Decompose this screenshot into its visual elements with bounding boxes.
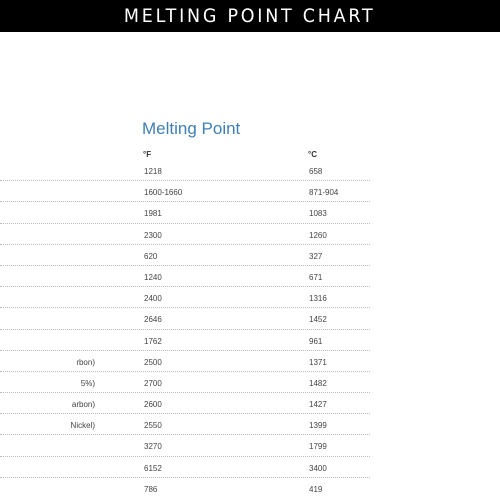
metal-cell: arbon) <box>71 400 95 410</box>
table-row <box>0 266 370 287</box>
column-header-fahrenheit: °F <box>143 150 152 159</box>
table-row <box>0 308 370 329</box>
fahrenheit-cell: 786 <box>144 484 158 494</box>
metal-cell: Nickel) <box>70 421 95 431</box>
fahrenheit-cell: 2300 <box>144 230 162 240</box>
fahrenheit-cell: 1218 <box>144 167 162 176</box>
fahrenheit-cell: 1762 <box>144 336 162 346</box>
table-row <box>0 414 370 435</box>
table-row <box>0 457 370 478</box>
table-row <box>0 372 370 393</box>
celsius-cell: 671 <box>309 272 323 282</box>
fahrenheit-cell: 6152 <box>144 463 162 473</box>
celsius-cell: 1316 <box>309 294 327 304</box>
celsius-cell: 419 <box>309 484 323 494</box>
celsius-cell: 658 <box>309 167 323 176</box>
fahrenheit-cell: 2400 <box>144 294 162 304</box>
celsius-cell: 3400 <box>309 463 327 473</box>
celsius-cell: 1083 <box>309 209 327 219</box>
fahrenheit-cell: 1600-1660 <box>144 188 183 198</box>
fahrenheit-cell: 2550 <box>144 421 162 431</box>
table-row <box>0 393 370 414</box>
metal-cell: 5%) <box>80 378 95 388</box>
melting-point-table <box>0 160 370 499</box>
table-row <box>0 287 370 308</box>
table-row <box>0 351 370 372</box>
celsius-cell: 1799 <box>309 442 327 452</box>
table-row <box>0 202 370 223</box>
column-header-celsius: °C <box>308 150 317 159</box>
celsius-cell: 1399 <box>309 421 327 431</box>
page-title: MELTING POINT CHART <box>124 5 376 27</box>
celsius-cell: 1371 <box>309 357 327 367</box>
celsius-cell: 1260 <box>309 230 327 240</box>
metal-cell: rbon) <box>76 357 95 367</box>
table-row <box>0 160 370 181</box>
fahrenheit-cell: 620 <box>144 251 158 261</box>
fahrenheit-cell: 2700 <box>144 378 162 388</box>
table-row <box>0 435 370 456</box>
table-row <box>0 181 370 202</box>
table-row <box>0 224 370 245</box>
fahrenheit-cell: 3270 <box>144 442 162 452</box>
table-row <box>0 478 370 499</box>
content-area <box>0 32 500 500</box>
table-row <box>0 330 370 351</box>
celsius-cell: 1427 <box>309 400 327 410</box>
table-row <box>0 245 370 266</box>
fahrenheit-cell: 2500 <box>144 357 162 367</box>
header-banner <box>0 0 500 32</box>
fahrenheit-cell: 2646 <box>144 315 162 325</box>
celsius-cell: 1452 <box>309 315 327 325</box>
fahrenheit-cell: 1981 <box>144 209 162 219</box>
fahrenheit-cell: 2600 <box>144 400 162 410</box>
celsius-cell: 327 <box>309 251 323 261</box>
celsius-cell: 961 <box>309 336 323 346</box>
section-title: Melting Point <box>142 119 241 138</box>
celsius-cell: 871-904 <box>309 188 339 198</box>
celsius-cell: 1482 <box>309 378 327 388</box>
fahrenheit-cell: 1240 <box>144 272 162 282</box>
